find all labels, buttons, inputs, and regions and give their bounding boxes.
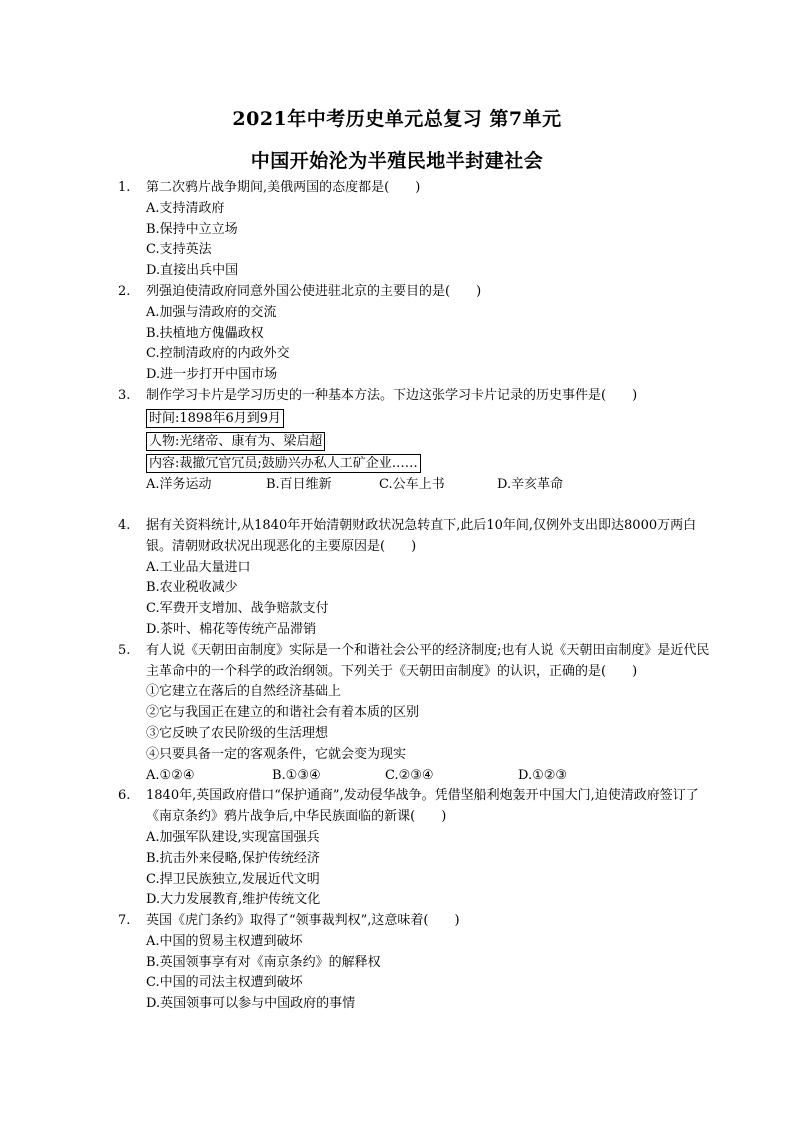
option-b: B.英国领事享有对《南京条约》的解释权 <box>146 954 381 970</box>
option-b: B.抗击外来侵略,保护传统经济 <box>146 850 320 866</box>
question-stem: 有人说《天朝田亩制度》实际是一个和谐社会公平的经济制度;也有人说《天朝田亩制度》是近代民主革命中的一个科学的政治纲领。下列关于《天朝田亩制度》的认识，正确的是( ) <box>146 642 710 679</box>
option-d: D.茶叶、棉花等传统产品滞销 <box>146 621 317 637</box>
study-card <box>146 407 718 475</box>
card-content: 内容:裁撤冗官冗员;鼓励兴办私人工矿企业…… <box>146 454 421 473</box>
question-7 <box>118 911 718 1015</box>
option-c: C.支持英法 <box>146 242 212 258</box>
option-a: A.洋务运动 <box>146 477 212 493</box>
option-d: D.辛亥革命 <box>497 477 564 493</box>
option-a: A.①②④ <box>146 767 195 783</box>
page-subtitle: 中国开始沦为半殖民地半封建社会 <box>250 150 544 172</box>
option-c: C.公车上书 <box>379 477 445 493</box>
option-c: C.捍卫民族独立,发展近代文明 <box>146 871 320 887</box>
option-d: D.英国领事可以参与中国政府的事情 <box>146 996 356 1012</box>
statement-4: ④只要具备一定的客观条件，它就会变为现实 <box>146 746 407 762</box>
option-d: D.直接出兵中国 <box>146 263 239 279</box>
question-number: 5. <box>118 642 131 658</box>
option-d: D.①②③ <box>518 767 568 783</box>
question-stem: 英国《虎门条约》取得了“领事裁判权”,这意味着( ) <box>146 913 460 929</box>
question-list <box>118 178 718 1015</box>
question-stem: 1840年,英国政府借口“保护通商”,发动侵华战争。凭借坚船利炮轰开中国大门,迫使清政府签订了《南京条约》鸦片战争后,中华民族面临的新课( ) <box>146 788 699 825</box>
question-stem: 据有关资料统计,从1840年开始清朝财政状况急转直下,此后10年间,仅例外支出即达8000万两白银。清朝财政状况出现恶化的主要原因是( ) <box>146 517 697 554</box>
option-a: A.支持清政府 <box>146 200 225 216</box>
question-stem: 第二次鸦片战争期间,美俄两国的态度都是( ) <box>146 180 421 195</box>
option-c: C.军费开支增加、战争赔款支付 <box>146 601 329 617</box>
question-number: 3. <box>118 387 131 403</box>
question-stem: 制作学习卡片是学习历史的一种基本方法。下边这张学习卡片记录的历史事件是( ) <box>146 387 638 403</box>
option-c: C.中国的司法主权遭到破坏 <box>146 975 303 991</box>
option-d: D.进一步打开中国市场 <box>146 367 278 383</box>
card-time: 时间:1898年6月到9月 <box>146 409 284 428</box>
option-c: C.②③④ <box>385 767 434 783</box>
question-4 <box>118 516 718 641</box>
option-row <box>118 475 718 496</box>
question-1 <box>118 178 718 282</box>
option-b: B.百日维新 <box>266 477 332 493</box>
question-2 <box>118 282 718 386</box>
option-row <box>118 766 718 787</box>
statement-2: ②它与我国正在建立的和谐社会有着本质的区别 <box>146 705 420 721</box>
question-number: 6. <box>118 788 131 804</box>
question-5 <box>118 641 718 787</box>
question-6 <box>118 786 718 911</box>
option-a: A.加强与清政府的交流 <box>146 304 277 320</box>
card-people: 人物:光绪帝、康有为、梁启超 <box>146 432 325 451</box>
question-number: 2. <box>118 283 131 299</box>
statement-3: ③它反映了农民阶级的生活理想 <box>146 725 329 741</box>
option-b: B.扶植地方傀儡政权 <box>146 325 264 341</box>
option-a: A.加强军队建设,实现富国强兵 <box>146 829 320 845</box>
option-d: D.大力发展教育,维护传统文化 <box>146 892 321 908</box>
option-c: C.控制清政府的内政外交 <box>146 346 290 362</box>
option-b: B.①③④ <box>272 767 321 783</box>
option-b: B.农业税收减少 <box>146 580 238 596</box>
option-b: B.保持中立立场 <box>146 221 238 237</box>
option-a: A.中国的贸易主权遭到破坏 <box>146 933 303 949</box>
question-stem: 列强迫使清政府同意外国公使进驻北京的主要目的是( ) <box>146 283 482 299</box>
statement-1: ①它建立在落后的自然经济基础上 <box>146 684 342 700</box>
page-title: 2021年中考历史单元总复习 第7单元 <box>232 108 562 130</box>
question-number: 1. <box>118 180 131 195</box>
option-a: A.工业品大量进口 <box>146 559 251 575</box>
question-number: 4. <box>118 517 131 533</box>
question-3 <box>118 386 718 496</box>
question-number: 7. <box>118 913 131 929</box>
